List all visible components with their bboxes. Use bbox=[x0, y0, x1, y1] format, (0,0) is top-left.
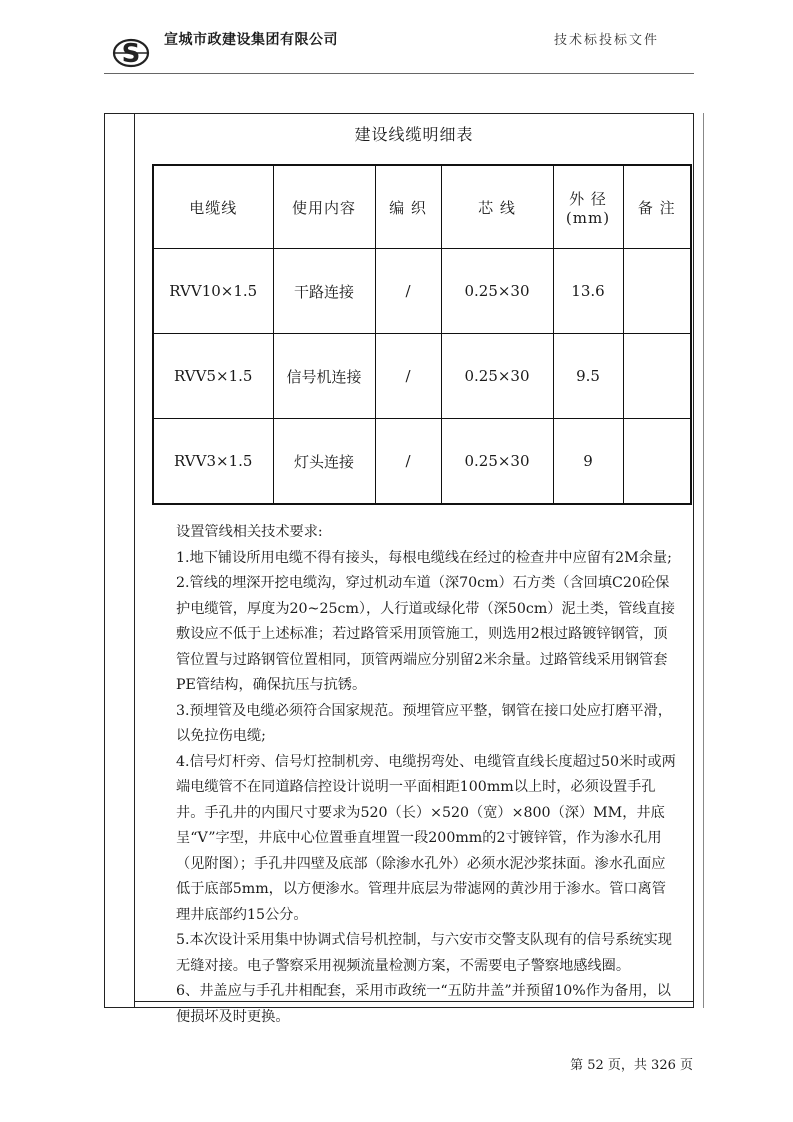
frame-right-rule bbox=[703, 113, 704, 1008]
column-header: 使用内容 bbox=[273, 165, 375, 249]
column-header: 外 径(mm) bbox=[553, 165, 623, 249]
requirement-item: 5.本次设计采用集中协调式信号机控制，与六安市交警支队现有的信号系统实现无缝对接。电子警察采用视频流量检测方案，不需要电子警察地感线圈。 bbox=[176, 932, 672, 974]
column-header: 电缆线 bbox=[153, 165, 273, 249]
table-cell: / bbox=[375, 249, 441, 334]
column-header: 编 织 bbox=[375, 165, 441, 249]
table-cell bbox=[623, 249, 691, 334]
requirement-item: 4.信号灯杆旁、信号灯控制机旁、电缆拐弯处、电缆管直线长度超过50米时或两端电缆管不在同道路信控设计说明一平面相距100mm以上时，必须设置手孔井。手孔井的内围尺寸要求为520（长）×520（宽）×800（深）MM，井底呈“V”字型，井底中心位置垂直埋置一段200mm的2寸镀锌管，作为渗水孔用（见附图）；手孔井四壁及底部（除渗水孔外）必须水泥沙浆抹面。渗水孔面应低于底部5mm，以方便渗水。管理井底层为带滤网的黄沙用于渗水。管口离管理井底部约15公分。 bbox=[176, 753, 676, 923]
table-cell: 0.25×30 bbox=[441, 419, 553, 505]
table-cell: 0.25×30 bbox=[441, 249, 553, 334]
table-cell: 信号机连接 bbox=[273, 334, 375, 419]
requirements-section bbox=[176, 520, 676, 1030]
table-cell: 0.25×30 bbox=[441, 334, 553, 419]
cable-table bbox=[152, 164, 692, 505]
requirement-item: 6、井盖应与手孔井相配套，采用市政统一“五防井盖”并预留10%作为备用，以便损坏及时更换。 bbox=[176, 983, 671, 1025]
header-divider bbox=[104, 73, 694, 74]
table-cell: 9.5 bbox=[553, 334, 623, 419]
table-header-row bbox=[153, 165, 691, 249]
table-cell: 干路连接 bbox=[273, 249, 375, 334]
table-cell: RVV5×1.5 bbox=[153, 334, 273, 419]
document-type: 技术标投标文件 bbox=[553, 33, 659, 48]
table-cell: 9 bbox=[553, 419, 623, 505]
requirement-item: 3.预埋管及电缆必须符合国家规范。预埋管应平整，钢管在接口处应打磨平滑，以免拉伤电缆; bbox=[176, 702, 672, 744]
table-row bbox=[153, 419, 691, 505]
table-title: 建设线缆明细表 bbox=[354, 125, 474, 144]
table-cell: / bbox=[375, 419, 441, 505]
company-name: 宣城市政建设集团有限公司 bbox=[164, 32, 338, 48]
table-row bbox=[153, 334, 691, 419]
page-header bbox=[0, 0, 793, 80]
column-header: 芯 线 bbox=[441, 165, 553, 249]
logo-letter: S bbox=[121, 39, 141, 69]
frame-left-rule bbox=[134, 113, 135, 1008]
company-logo bbox=[112, 36, 150, 70]
table-cell: RVV10×1.5 bbox=[153, 249, 273, 334]
requirements-heading: 设置管线相关技术要求: bbox=[176, 524, 323, 540]
table-cell bbox=[623, 419, 691, 505]
requirement-item: 2.管线的埋深开挖电缆沟，穿过机动车道（深70cm）石方类（含回填C20砼保护电缆管，厚度为20~25cm），人行道或绿化带（深50cm）泥土类，管线直接敷设应不低于上述标准；若过路管采用顶管施工，则选用2根过路镀锌钢管，顶管位置与过路钢管位置相同，顶管两端应分别留2米余量。过路管线采用钢管套PE管结构，确保抗压与抗锈。 bbox=[176, 575, 675, 693]
table-cell: / bbox=[375, 334, 441, 419]
page-number: 第 52 页，共 326 页 bbox=[570, 1058, 693, 1073]
column-header: 备 注 bbox=[623, 165, 691, 249]
table-cell: 灯头连接 bbox=[273, 419, 375, 505]
table-row bbox=[153, 249, 691, 334]
table-cell: RVV3×1.5 bbox=[153, 419, 273, 505]
table-cell bbox=[623, 334, 691, 419]
table-cell: 13.6 bbox=[553, 249, 623, 334]
requirement-item: 1.地下铺设所用电缆不得有接头，每根电缆线在经过的检查井中应留有2M余量; bbox=[176, 549, 672, 566]
